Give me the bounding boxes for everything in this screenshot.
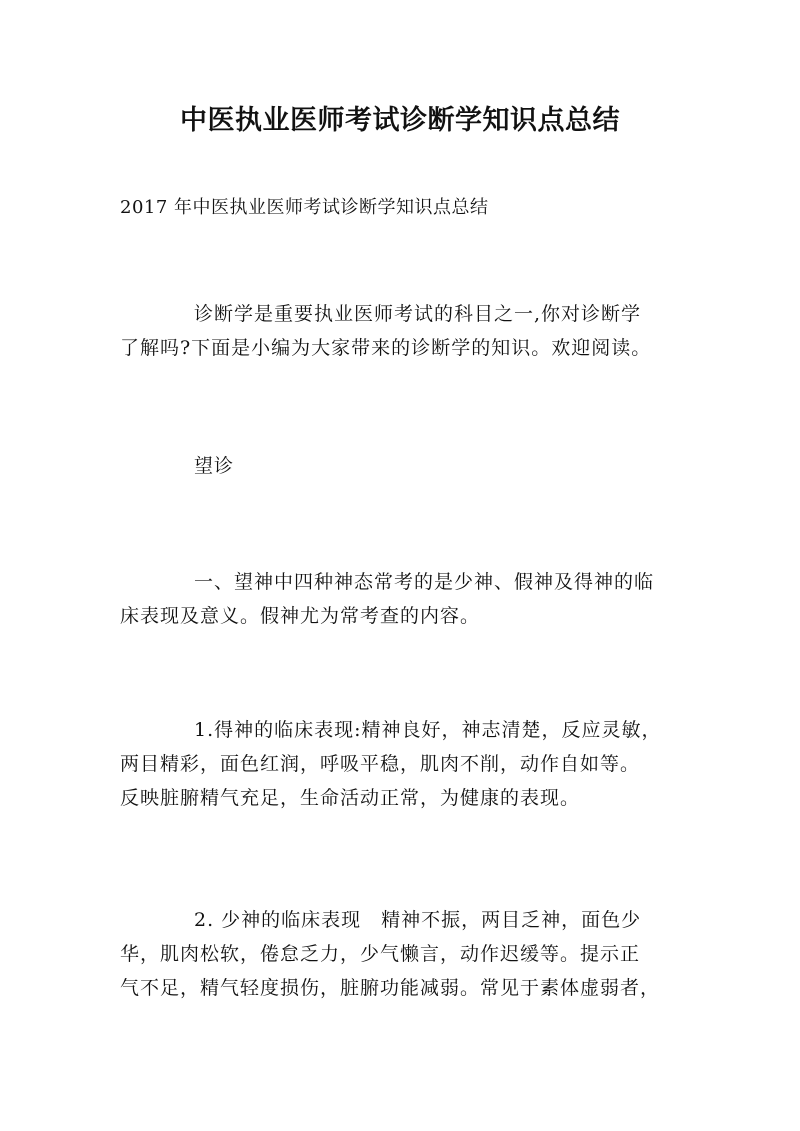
- paragraph-line: 气不足，精气轻度损伤，脏腑功能减弱。常见于素体虚弱者，: [120, 977, 661, 999]
- paragraph-line: 1.得神的临床表现:精神良好，神志清楚，反应灵敏，: [194, 719, 662, 741]
- document-title: 中医执业医师考试诊断学知识点总结: [180, 105, 620, 136]
- document-subtitle: 2017 年中医执业医师考试诊断学知识点总结: [120, 197, 489, 218]
- paragraph-line: 诊断学是重要执业医师考试的科目之一,你对诊断学: [194, 303, 642, 325]
- paragraph-spirit-present: [120, 713, 695, 815]
- paragraph-line: 望诊: [194, 455, 235, 477]
- paragraph-line: 一、望神中四种神态常考的是少神、假神及得神的临: [194, 571, 655, 593]
- paragraph-spirit-lacking: [120, 903, 695, 1005]
- paragraph-line: 床表现及意义。假神尤为常考查的内容。: [120, 605, 481, 627]
- paragraph-line: 反映脏腑精气充足，生命活动正常，为健康的表现。: [120, 787, 581, 809]
- paragraph-spirit-overview: [120, 565, 695, 633]
- paragraph-line: 两目精彩，面色红润，呼吸平稳，肌肉不削，动作自如等。: [120, 753, 641, 775]
- paragraph-intro: [120, 297, 695, 365]
- section-heading-inspection: [120, 449, 695, 483]
- paragraph-line: 了解吗?下面是小编为大家带来的诊断学的知识。欢迎阅读。: [120, 337, 652, 359]
- paragraph-line: 华，肌肉松软，倦怠乏力，少气懒言，动作迟缓等。提示正: [120, 943, 641, 965]
- paragraph-line: 2. 少神的临床表现 精神不振，两目乏神，面色少: [194, 909, 642, 931]
